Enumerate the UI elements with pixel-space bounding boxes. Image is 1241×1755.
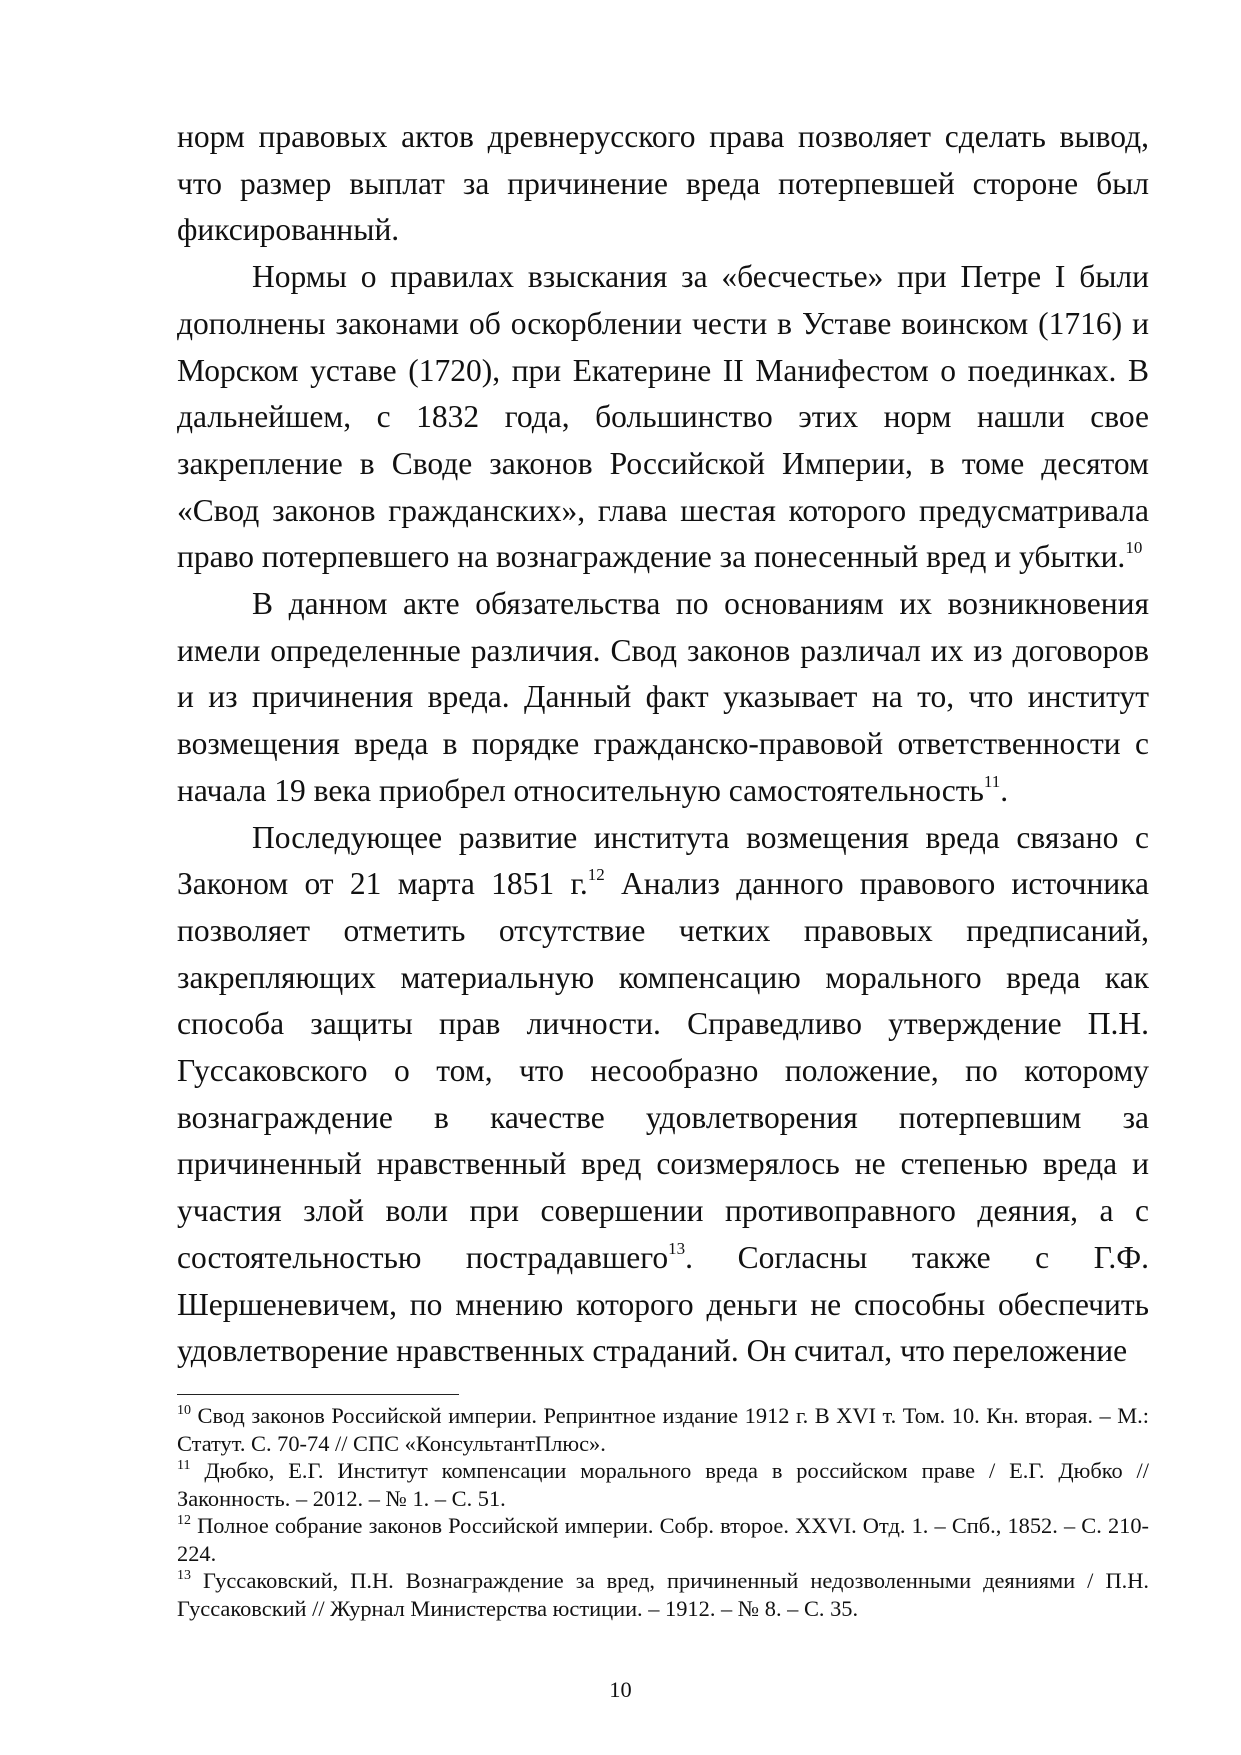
paragraph-3-text-end: . <box>1000 772 1009 808</box>
footnote-11 <box>177 1457 1149 1512</box>
paragraph-4-text: Последующее развитие института возмещения вреда связано с Законом от 21 марта 1851 г. <box>177 819 1149 902</box>
footnote-ref-10[interactable]: 10 <box>1125 538 1143 558</box>
footnotes <box>177 1402 1149 1622</box>
paragraph-3 <box>177 581 1149 815</box>
footnote-10 <box>177 1402 1149 1457</box>
paragraph-4-text-middle: Анализ данного правового источника позволяет отметить отсутствие четких правовых предписаний, закрепляющих материальную компенсацию морального вреда как способа защиты прав личности. Справедливо утверждение П.Н. Гуссаковского о том, что несообразно положение, по которому вознаграждение в качестве удовлетворения потерпевшим за причиненный нравственный вред соизмерялось не степенью вреда и участия злой воли при совершении противоправного деяния, а с состоятельностью пострадавшего <box>177 866 1149 1275</box>
footnote-number: 10 <box>177 1403 191 1418</box>
footnote-ref-12[interactable]: 12 <box>587 865 605 885</box>
paragraph-4 <box>177 815 1149 1375</box>
footnote-ref-13[interactable]: 13 <box>668 1238 686 1258</box>
footnote-number: 12 <box>177 1513 191 1528</box>
footnote-separator <box>177 1394 459 1395</box>
paragraph-3-text: В данном акте обязательства по основаниям их возникновения имели определенные различия. Свод законов различал их из договоров и из причинения вреда. Данный факт указывает на то, что институт возмещения вреда в порядке гражданско-правовой ответственности с начала 19 века приобрел относительную самостоятельность <box>177 586 1149 808</box>
paragraph-1 <box>177 114 1149 254</box>
footnote-number: 11 <box>177 1458 191 1473</box>
footnote-text: Свод законов Российской империи. Репринтное издание 1912 г. В XVI т. Том. 10. Кн. вторая. – М.: Статут. С. 70-74 // СПС «КонсультантПлюс». <box>177 1403 1149 1456</box>
footnote-text: Полное собрание законов Российской империи. Собр. второе. XXVI. Отд. 1. – Спб., 1852. – С. 210-224. <box>177 1513 1149 1566</box>
paragraph-1-text: норм правовых актов древнерусского права позволяет сделать вывод, что размер выплат за причинение вреда потерпевшей стороне был фиксированный. <box>177 119 1149 248</box>
body-text <box>177 114 1149 1375</box>
paragraph-4-text-end: . Согласны также с Г.Ф. Шершеневичем, по мнению которого деньги не способны обеспечить удовлетворение нравственных страданий. Он считал, что переложение <box>177 1239 1149 1369</box>
footnote-ref-11[interactable]: 11 <box>983 771 1001 791</box>
footnote-number: 13 <box>177 1568 191 1583</box>
footnote-13 <box>177 1567 1149 1622</box>
footnote-12 <box>177 1512 1149 1567</box>
footnote-text: Дюбко, Е.Г. Институт компенсации морального вреда в российском праве / Е.Г. Дюбко // Законность. – 2012. – № 1. – С. 51. <box>177 1458 1149 1511</box>
page-number: 10 <box>609 1677 632 1702</box>
paragraph-2-text: Нормы о правилах взыскания за «бесчестье» при Петре I были дополнены законами об оскорблении чести в Уставе воинском (1716) и Морском уставе (1720), при Екатерине II Манифестом о поединках. В дальнейшем, с 1832 года, большинство этих норм нашли свое закрепление в Своде законов Российской Империи, в томе десятом «Свод законов гражданских», глава шестая которого предусматривала право потерпевшего на вознаграждение за понесенный вред и убытки. <box>177 259 1149 575</box>
paragraph-2 <box>177 254 1149 581</box>
footnote-text: Гуссаковский, П.Н. Вознаграждение за вред, причиненный недозволенными деяниями / П.Н. Гуссаковский // Журнал Министерства юстиции. – 1912. – № 8. – С. 35. <box>177 1568 1149 1621</box>
